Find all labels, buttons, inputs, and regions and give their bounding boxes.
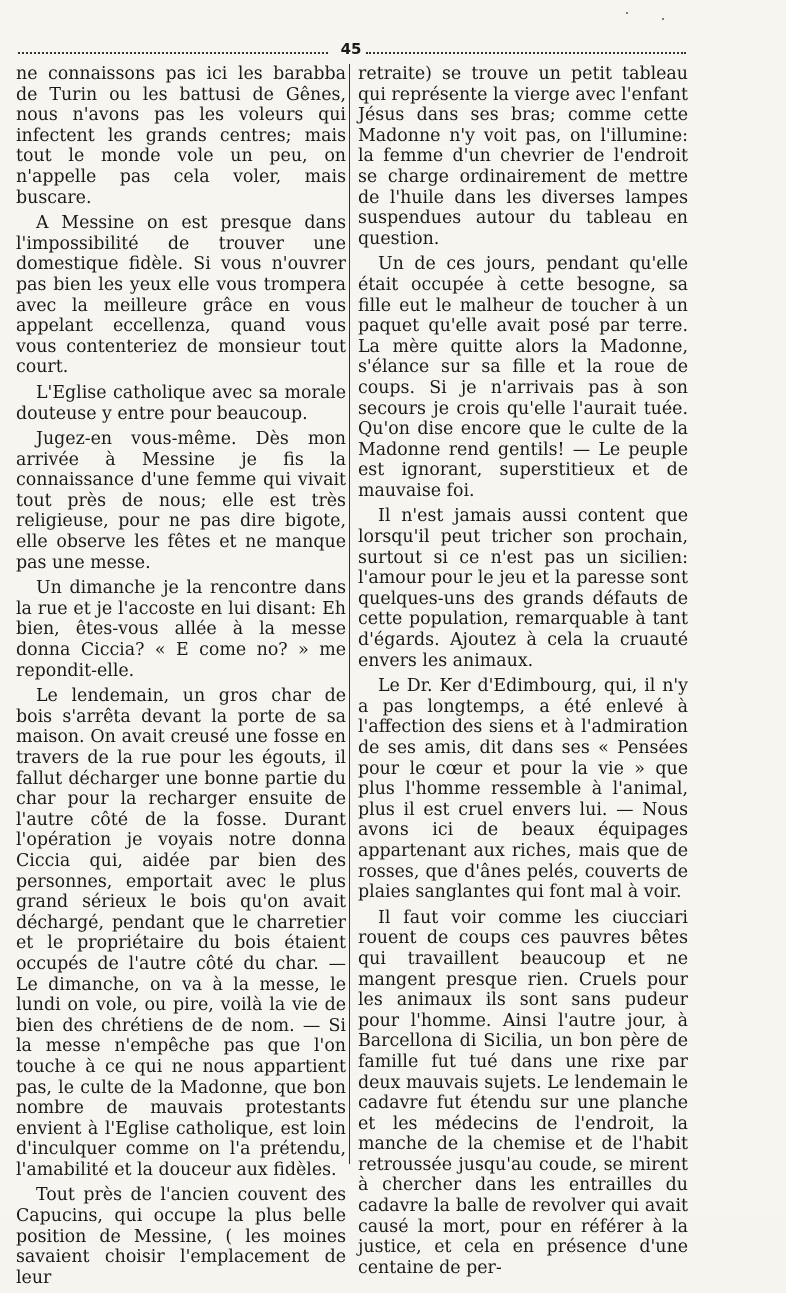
paragraph: L'Eglise catholique avec sa morale douteuse y entre pour beaucoup. <box>16 382 346 424</box>
paper-speck <box>662 18 664 20</box>
paragraph: Un dimanche je la rencontre dans la rue et je l'accoste en lui disant: Eh bien, êtes-vous allée à la messe donna Ciccia? « E come no? » me repondit-elle. <box>16 578 346 681</box>
left-column <box>16 64 346 1293</box>
paragraph: ne connaissons pas ici les barabba de Turin ou les battusi de Gênes, nous n'avons pas les voleurs qui infectent les grands centres; mais tout le monde vole un peu, on n'appelle pas cela voler, mais buscare. <box>16 64 346 208</box>
paragraph: retraite) se trouve un petit tableau qui représente la vierge avec l'enfant Jésus dans ses bras; comme cette Madonne n'y voit pas, on l'illumine: la femme d'un chevrier de l'endroit se charge ordinairement de mettre de l'huile dans les diverses lampes suspendues autour du tableau en question. <box>358 64 688 249</box>
paragraph: Le Dr. Ker d'Edimbourg, qui, il n'y a pas longtemps, a été enlevé à l'affection des siens et à l'admiration de ses amis, dit dans ses « Pensées pour le cœur et pour la vie » que plus l'homme ressemble à l'animal, plus il est cruel envers lui. — Nous avons ici de beaux équipages appartenant aux riches, mais que de rosses, que d'ânes pelés, couverts de plaies sanglantes qui font mal à voir. <box>358 676 688 903</box>
paragraph: Jugez-en vous-même. Dès mon arrivée à Messine je fis la connaissance d'une femme qui vivait tout près de nous; elle est très religieuse, pour ne pas dire bigote, elle observe les fêtes et ne manque pas une messe. <box>16 429 346 573</box>
column-divider <box>349 64 350 1164</box>
paragraph: Un de ces jours, pendant qu'elle était occupée à cette besogne, sa fille eut le malheur de toucher à un paquet qu'elle avait posé par terre. La mère quitte alors la Madonne, s'élance sur sa fille et la roue de coups. Si je n'arrivais pas à son secours je crois qu'elle l'aurait tuée. Qu'on dise encore que le culte de la Madonne rend gentils! — Le peuple est ignorant, superstitieux et de mauvaise foi. <box>358 254 688 501</box>
header-rule-left <box>18 52 328 54</box>
paper-speck <box>626 12 628 14</box>
paragraph: Il faut voir comme les ciucciari rouent de coups ces pauvres bêtes qui travaillent beaucoup et ne mangent presque rien. Cruels pour les animaux ils sont sans pudeur pour l'homme. Ainsi l'autre jour, à Barcellona di Sicilia, un bon père de famille fut tué dans une rixe par deux mauvais sujets. Le lendemain le cadavre fut étendu sur une planche et les médecins de l'endroit, la manche de la chemise et de l'habit retroussée jusqu'au coude, se mirent à chercher dans les entrailles du cadavre la balle de revolver qui avait causé la mort, pour en référer à la justice, et cela en présence d'une centaine de per- <box>358 907 688 1278</box>
page-header <box>18 40 686 62</box>
paragraph: Tout près de l'ancien couvent des Capucins, qui occupe la plus belle position de Messine, ( les moines savaient choisir l'emplacement de leur <box>16 1185 346 1288</box>
header-rule-right <box>366 52 686 54</box>
paragraph: Le lendemain, un gros char de bois s'arrêta devant la porte de sa maison. On avait creusé une fosse en travers de la rue pour les égouts, il fallut décharger une bonne partie du char pour la recharger ensuite de l'autre côté de la fosse. Durant l'opération je voyais notre donna Ciccia qui, aidée par bien des personnes, emportait avec le plus grand sérieux le bois qu'on avait déchargé, pendant que le charretier et le propriétaire du bois étaient occupés de l'autre côté du char. — Le dimanche, on va à la messe, le lundi on vole, ou pire, voilà la vie de bien des chrétiens de de nom. — Si la messe n'empêche pas que l'on touche à ce qui ne nous appartient pas, le culte de la Madonne, que bon nombre de mauvais protestants envient à l'Eglise catholique, est loin d'inculquer comme on l'a prétendu, l'amabilité et la douceur aux fidèles. <box>16 686 346 1180</box>
paragraph: Il n'est jamais aussi content que lorsqu'il peut tricher son prochain, surtout si ce n'est pas un sicilien: l'amour pour le jeu et la paresse sont quelques-uns des grands défauts de cette population, remarquable à tant d'égards. Ajoutez à cela la cruauté envers les animaux. <box>358 506 688 671</box>
right-column <box>358 64 688 1283</box>
page-number: 45 <box>340 40 362 58</box>
paragraph: A Messine on est presque dans l'impossibilité de trouver une domestique fidèle. Si vous n'ouvrer pas bien les yeux elle vous trompera avec la meilleure grâce en vous appelant eccellenza, quand vous vous contenteriez de monsieur tout court. <box>16 213 346 378</box>
